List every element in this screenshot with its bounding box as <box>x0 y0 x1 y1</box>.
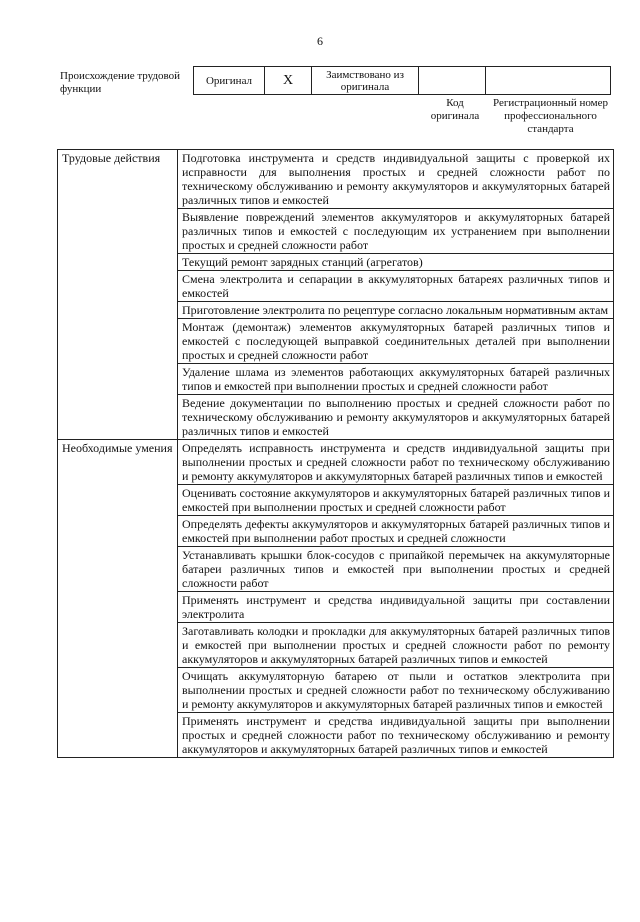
section-item: Очищать аккумуляторную батарею от пыли и остатков электролита при выполнении простых и средней сложности работ по техническому обслуживанию и ремонту аккумуляторов и аккумуляторных батарей различных типов и емкостей <box>178 668 614 713</box>
table-row <box>58 150 614 209</box>
code-caption: Код оригинала <box>430 97 480 122</box>
origin-table <box>193 66 611 95</box>
section-item: Удаление шлама из элементов работающих аккумуляторных батарей различных типов и емкостей при выполнении простых и средней сложности работ <box>178 364 614 395</box>
section-title: Необходимые умения <box>58 440 178 758</box>
section-item: Определять исправность инструмента и средств индивидуальной защиты при выполнении простых и средней сложности работ по техническому обслуживанию и ремонту аккумуляторов и аккумуляторных батарей различных типов и емкостей <box>178 440 614 485</box>
original-code-cell <box>419 67 486 95</box>
registration-caption: Регистрационный номер профессионального стандарта <box>492 97 609 135</box>
registration-number-cell <box>486 67 611 95</box>
section-item: Оценивать состояние аккумуляторов и аккумуляторных батарей различных типов и емкостей при выполнении простых и средней сложности работ <box>178 485 614 516</box>
section-item: Устанавливать крышки блок-сосудов с припайкой перемычек на аккумуляторные батареи различных типов и емкостей при выполнении простых и средней сложности работ <box>178 547 614 592</box>
functions-table-body <box>58 150 614 758</box>
section-item: Приготовление электролита по рецептуре согласно локальным нормативным актам <box>178 302 614 319</box>
section-item: Определять дефекты аккумуляторов и аккумуляторных батарей различных типов и емкостей при выполнении работ простых и средней сложности <box>178 516 614 547</box>
page-number: 6 <box>317 34 323 48</box>
section-item: Выявление повреждений элементов аккумуляторов и аккумуляторных батарей различных типов и емкостей с последующим их устранением при выполнении простых и средней сложности работ <box>178 209 614 254</box>
origin-label: Происхождение трудовой функции <box>60 70 181 95</box>
section-item: Применять инструмент и средства индивидуальной защиты при составлении электролита <box>178 592 614 623</box>
section-item: Применять инструмент и средства индивидуальной защиты при выполнении простых и средней сложности работ по техническому обслуживанию и ремонту аккумуляторов и аккумуляторных батарей различных типов и емкостей <box>178 713 614 758</box>
table-row <box>58 440 614 485</box>
section-title: Трудовые действия <box>58 150 178 440</box>
functions-table <box>57 149 614 758</box>
section-item: Заготавливать колодки и прокладки для аккумуляторных батарей различных типов и емкостей при выполнении простых и средней сложности работ по ремонту аккумуляторов и аккумуляторных батарей различных типов и емкостей <box>178 623 614 668</box>
original-cell: Оригинал <box>194 67 265 95</box>
borrowed-cell: Заимствовано из оригинала <box>312 67 419 95</box>
section-item: Ведение документации по выполнению простых и средней сложности работ по техническому обслуживанию и ремонту аккумуляторов и аккумуляторных батарей различных типов и емкостей <box>178 395 614 440</box>
section-item: Монтаж (демонтаж) элементов аккумуляторных батарей различных типов и емкостей с последующей выправкой соединительных деталей при выполнении простых и средней сложности работ <box>178 319 614 364</box>
section-item: Подготовка инструмента и средств индивидуальной защиты с проверкой их исправности для выполнения простых и средней сложности работ по техническому обслуживанию и ремонту аккумуляторов и аккумуляторных батарей различных типов и емкостей <box>178 150 614 209</box>
section-item: Текущий ремонт зарядных станций (агрегатов) <box>178 254 614 271</box>
origin-row <box>194 67 611 95</box>
section-item: Смена электролита и сепарации в аккумуляторных батареях различных типов и емкостей <box>178 271 614 302</box>
original-mark: X <box>265 67 312 95</box>
